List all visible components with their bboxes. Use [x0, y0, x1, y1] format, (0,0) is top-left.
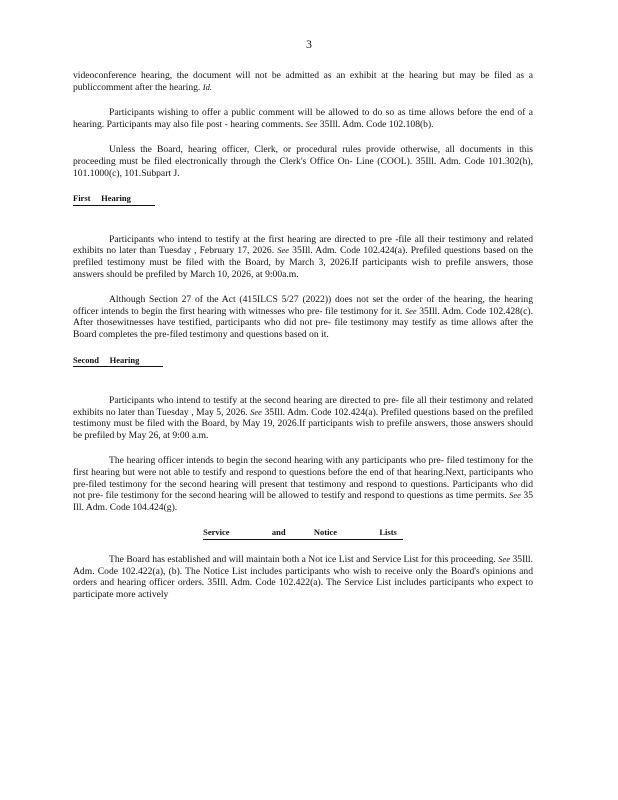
paragraph-text: Unless the Board, hearing officer, Clerk, or procedural rules provide otherwise, all documents in this proceeding must be filed electronically through the Clerk's Office On- Line (COOL). 35Ill. Adm. Code 101.302(h), 101.1000(c), 101.Subpart J. [73, 144, 533, 179]
centered-section-heading: Service and Notice Lists [203, 527, 403, 540]
paragraph-text: 35 Ill. Adm. Code 104.424(g). [73, 490, 533, 513]
paragraph-text: 35Ill. Adm. Code 102.424(a). Prefiled questions based on the prefiled testimony must be filed with the Board, by March 3, 2026.If participants wish to prefile answers, those answers should be prefiled by March 10, 2026, at 9:00a.m. [73, 245, 533, 280]
paragraph-text: 35Ill. Adm. Code 102.428(c). After thosewitnesses have testified, participants who did not pre- file testimony may testify as time allows after the Board completes the pre-filed testimony and questions based on it. [73, 305, 533, 340]
paragraph [73, 107, 533, 130]
section-heading-wrap [73, 193, 533, 220]
citation-signal: See [509, 490, 521, 501]
paragraph-text: Participants wishing to offer a public comment will be allowed to do so as time allows before the end of a hearing. Participants may also file post - hearing comments. [73, 107, 533, 130]
paragraph-text: videoconference hearing, the document will not be admitted as an exhibit at the hearing but may be filed as a publiccomment after the hearing. [73, 70, 533, 93]
document-body [73, 70, 533, 614]
paragraph-text: 35Ill. Adm. Code 102.108(b). [317, 118, 434, 130]
paragraph-text: Participants who intend to testify at the second hearing are directed to pre- file all their testimony and related exhibits no later than Tuesday , May 5, 2026. [73, 395, 533, 418]
paragraph [73, 554, 533, 600]
section-heading: Second Hearing [73, 355, 163, 368]
paragraph [73, 294, 533, 340]
page-number: 3 [306, 37, 312, 51]
paragraph-text: The Board has established and will maintain both a Not ice List and Service List for this proceeding. [109, 554, 499, 566]
section-heading: First Hearing [73, 193, 155, 206]
citation-signal: See [404, 305, 417, 316]
paragraph [73, 455, 533, 513]
citation-signal: See [498, 554, 511, 565]
citation-signal: See [277, 245, 290, 256]
centered-heading-wrap [73, 527, 533, 540]
paragraph-text: Participants who intend to testify at the first hearing are directed to pre -file all their testimony and related exhibits no later than Tuesday , February 17, 2026. [73, 233, 533, 257]
paragraph [73, 234, 533, 280]
paragraph-text: Although Section 27 of the Act (415ILCS 5/27 (2022)) does not set the order of the hearing, the hearing officer intends to begin the first hearing with witnesses who pre- file testimony for it. [73, 294, 533, 317]
paragraph [73, 395, 533, 441]
paragraph [73, 144, 533, 179]
citation-signal: See [250, 406, 262, 417]
paragraph-text: The hearing officer intends to begin the second hearing with any participants who pre- filed testimony for the first hearing but were not able to testify and respond to questions before the end of that hearing.Next, participants who pre-filed testimony for the second hearing will present that testimony and respond to questions. Participants who did not pre- file testimony for the second hearing will be allowed to testify and respond to questions as time permits. [73, 455, 533, 502]
paragraph-text: 35Ill. Adm. Code 102.422(a), (b). The Notice List includes participants who wish to receive only the Board's opinions and orders and hearing officer orders. 35Ill. Adm. Code 102.422(a). The Service List includes participants who expect to participate more actively [73, 554, 533, 600]
paragraph [73, 70, 533, 93]
citation-signal: See [305, 118, 318, 129]
paragraph-text: 35Ill. Adm. Code 102.424(a). Prefiled questions based on the prefiled testimony must be filed with the Board, by May 19, 2026.If participants wish to prefile answers, those answers should be prefiled by May 26, at 9:00 a.m. [73, 406, 534, 441]
citation-signal: Id. [202, 81, 212, 92]
section-heading-wrap [73, 355, 533, 382]
